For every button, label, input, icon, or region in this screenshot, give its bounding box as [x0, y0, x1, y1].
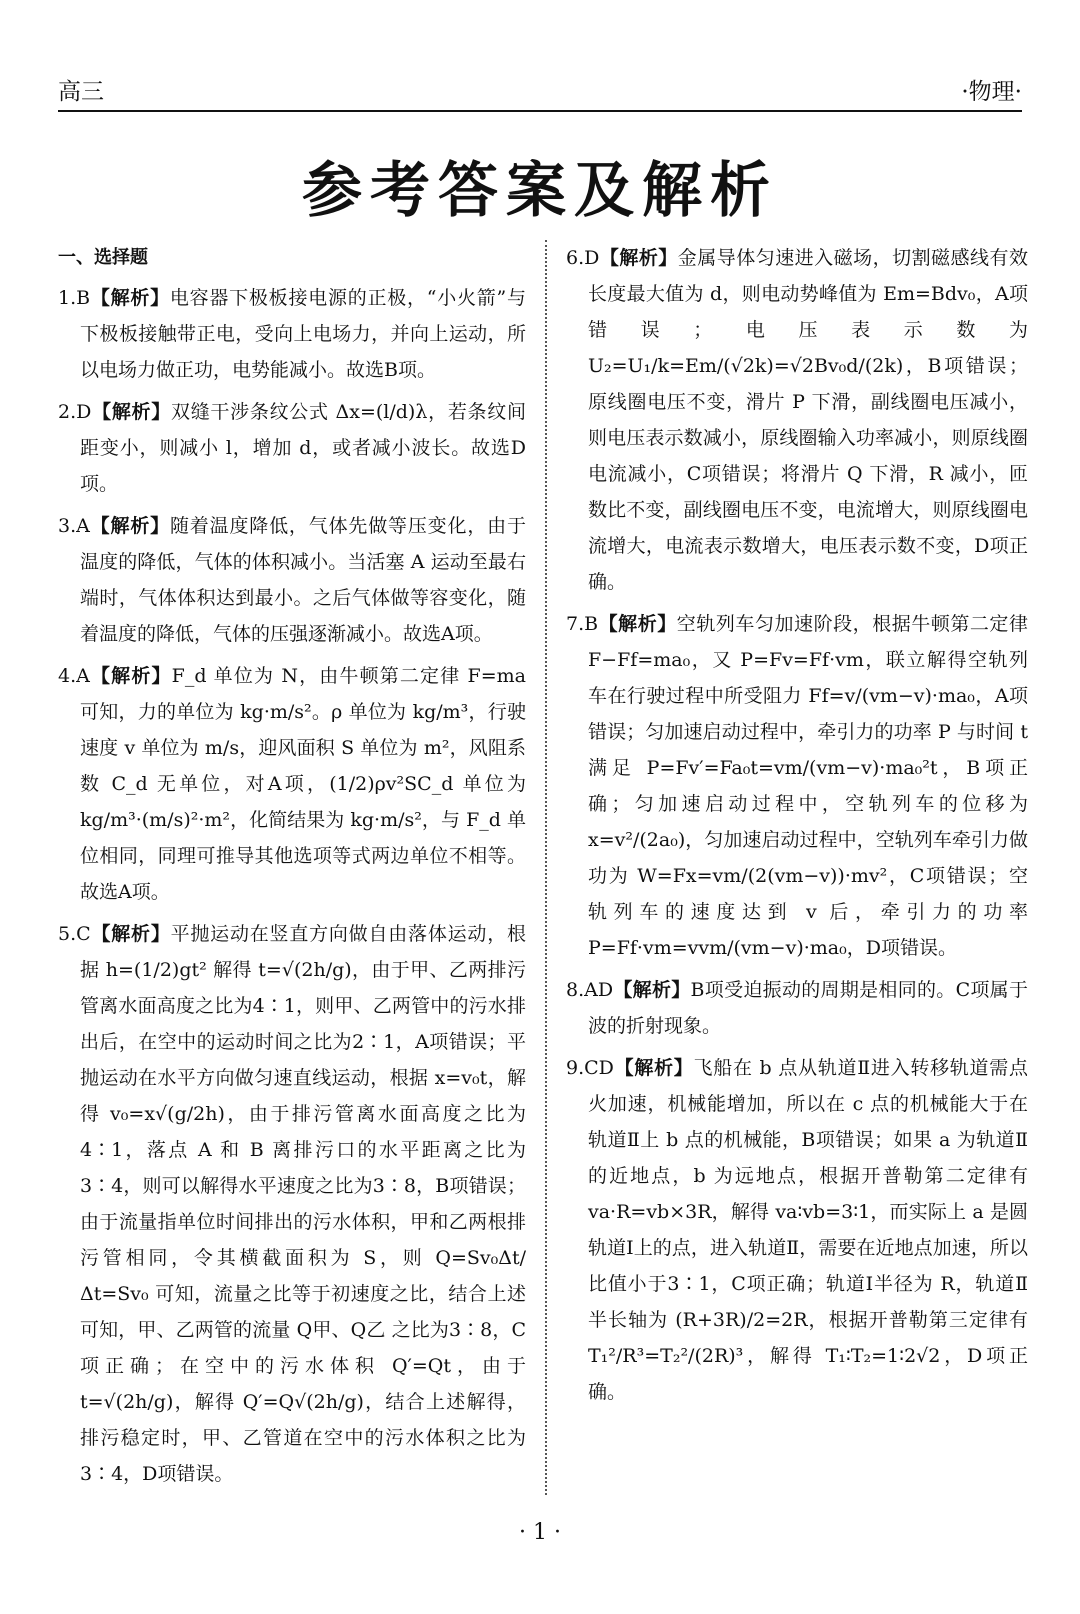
answer-number: 4.A	[58, 665, 90, 687]
answer-text: 空轨列车匀加速阶段，根据牛顿第二定律 F−Ff=ma₀，又 P=Fv=Ff·vm，联立解得空轨列车在行驶过程中所受阻力 Ff=v/(vm−v)·ma₀，A项错误；匀加速启动过程中，牵引力的功率 P 与时间 t 满足 P=Fv′=Fa₀t=vm/(vm−v)·ma₀²t，B项正确；匀加速启动过程中，空轨列车的位移为 x=v²/(2a₀)，匀加速启动过程中，空轨列车牵引力做功为 W=Fx=vm/(2(vm−v))·mv²，C项错误；空轨列车的速度达到 v 后，牵引力的功率 P=Ff·vm=vvm/(vm−v)·ma₀，D项错误。	[588, 613, 1028, 959]
analysis-tag: 【解析】	[90, 287, 170, 309]
analysis-tag: 【解析】	[89, 665, 172, 687]
answer-text: 金属导体匀速进入磁场，切割磁感线有效长度最大值为 d，则电动势峰值为 Em=Bdv₀，A项错误；电压表示数为 U₂=U₁/k=Em/(√2k)=√2Bv₀d/(2k)，B项错误；原线圈电压不变，滑片 P 下滑，副线圈电压减小，则电压表示数减小，原线圈输入功率减小，则原线圈电流减小，C项错误；将滑片 Q 下滑，R 减小，匝数比不变，副线圈电压不变，电流增大，则原线圈电流增大，电流表示数增大，电压表示数不变，D项正确。	[588, 247, 1028, 593]
answer-list-left	[58, 280, 526, 1492]
answer-number: 6.D	[566, 247, 600, 269]
analysis-tag: 【解析】	[91, 401, 171, 423]
answer-item	[58, 658, 526, 910]
answer-text: 平抛运动在竖直方向做自由落体运动，根据 h=(1/2)gt² 解得 t=√(2h/g)，由于甲、乙两排污管离水面高度之比为4∶1，则甲、乙两管中的污水排出后，在空中的运动时间之比为2∶1，A项错误；平抛运动在水平方向做匀速直线运动，根据 x=v₀t，解得 v₀=x√(g/2h)，由于排污管离水面高度之比为4∶1，落点 A 和 B 离排污口的水平距离之比为3∶4，则可以解得水平速度之比为3∶8，B项错误；由于流量指单位时间排出的污水体积，甲和乙两根排污管相同，令其横截面积为 S，则 Q=Sv₀Δt/Δt=Sv₀ 可知，流量之比等于初速度之比，结合上述可知，甲、乙两管的流量 Q甲、Q乙 之比为3∶8，C项正确；在空中的污水体积 Q′=Qt，由于 t=√(2h/g)，解得 Q′=Q√(2h/g)，结合上述解得，排污稳定时，甲、乙管道在空中的污水体积之比为3∶4，D项错误。	[80, 923, 526, 1485]
answer-text: 双缝干涉条纹公式 Δx=(l/d)λ，若条纹间距变小，则减小 l，增加 d，或者减小波长。故选D项。	[80, 401, 526, 495]
answer-text: F_d 单位为 N，由牛顿第二定律 F=ma 可知，力的单位为 kg·m/s²。ρ 单位为 kg/m³，行驶速度 v 单位为 m/s，迎风面积 S 单位为 m²，风阻系数 C_d 无单位，对A项，(1/2)ρv²SC_d 单位为 kg/m³·(m/s)²·m²，化简结果为 kg·m/s²，与 F_d 单位相同，同理可推导其他选项等式两边单位不相等。故选A项。	[80, 665, 526, 903]
answer-text: 随着温度降低，气体先做等压变化，由于温度的降低，气体的体积减小。当活塞 A 运动至最右端时，气体体积达到最小。之后气体做等容变化，随着温度的降低，气体的压强逐渐减小。故选A项。	[80, 515, 526, 645]
answer-item	[58, 508, 526, 652]
left-column	[58, 240, 526, 1498]
answer-item	[566, 972, 1028, 1044]
answer-item	[566, 240, 1028, 600]
answer-list-right	[566, 240, 1028, 1410]
analysis-tag: 【解析】	[613, 1057, 694, 1079]
page-title: 参考答案及解析	[302, 156, 778, 226]
analysis-tag: 【解析】	[599, 247, 678, 269]
page-number: · 1 ·	[519, 1520, 561, 1545]
section-heading: 一、选择题	[58, 247, 148, 268]
subject-label: ·物理·	[961, 79, 1022, 105]
analysis-tag: 【解析】	[90, 923, 171, 945]
answer-text: 飞船在 b 点从轨道Ⅱ进入转移轨道需点火加速，机械能增加，所以在 c 点的机械能大于在轨道Ⅱ上 b 点的机械能，B项错误；如果 a 为轨道Ⅱ的近地点，b 为远地点，根据开普勒第二定律有 va·R=vb×3R，解得 va∶vb=3∶1，而实际上 a 是圆轨道Ⅰ上的点，进入轨道Ⅱ，需要在近地点加速，所以比值小于3∶1，C项正确；轨道Ⅰ半径为 R，轨道Ⅱ半长轴为 (R+3R)/2=2R，根据开普勒第三定律有 T₁²/R³=T₂²/(2R)³，解得 T₁∶T₂=1∶2√2，D项正确。	[588, 1057, 1028, 1403]
grade-label: 高三	[58, 79, 104, 105]
answer-number: 3.A	[58, 515, 90, 537]
analysis-tag: 【解析】	[613, 979, 691, 1001]
answer-item	[58, 280, 526, 388]
right-column	[566, 240, 1028, 1416]
answer-number: 8.AD	[566, 979, 614, 1001]
page-header	[58, 70, 1022, 112]
answer-number: 2.D	[58, 401, 92, 423]
answer-item	[566, 1050, 1028, 1410]
answer-number: 9.CD	[566, 1057, 614, 1079]
answer-item	[566, 606, 1028, 966]
analysis-tag: 【解析】	[89, 515, 170, 537]
answer-item	[58, 916, 526, 1492]
answer-number: 7.B	[566, 613, 599, 635]
answer-item	[58, 394, 526, 502]
column-divider	[545, 240, 547, 1495]
answer-text: 电容器下极板接电源的正极，“小火箭”与下极板接触带正电，受向上电场力，并向上运动，所以电场力做正功，电势能减小。故选B项。	[80, 287, 526, 381]
answer-number: 1.B	[58, 287, 91, 309]
analysis-tag: 【解析】	[598, 613, 677, 635]
answer-number: 5.C	[58, 923, 91, 945]
answer-text: B项受迫振动的周期是相同的。C项属于波的折射现象。	[588, 979, 1028, 1037]
